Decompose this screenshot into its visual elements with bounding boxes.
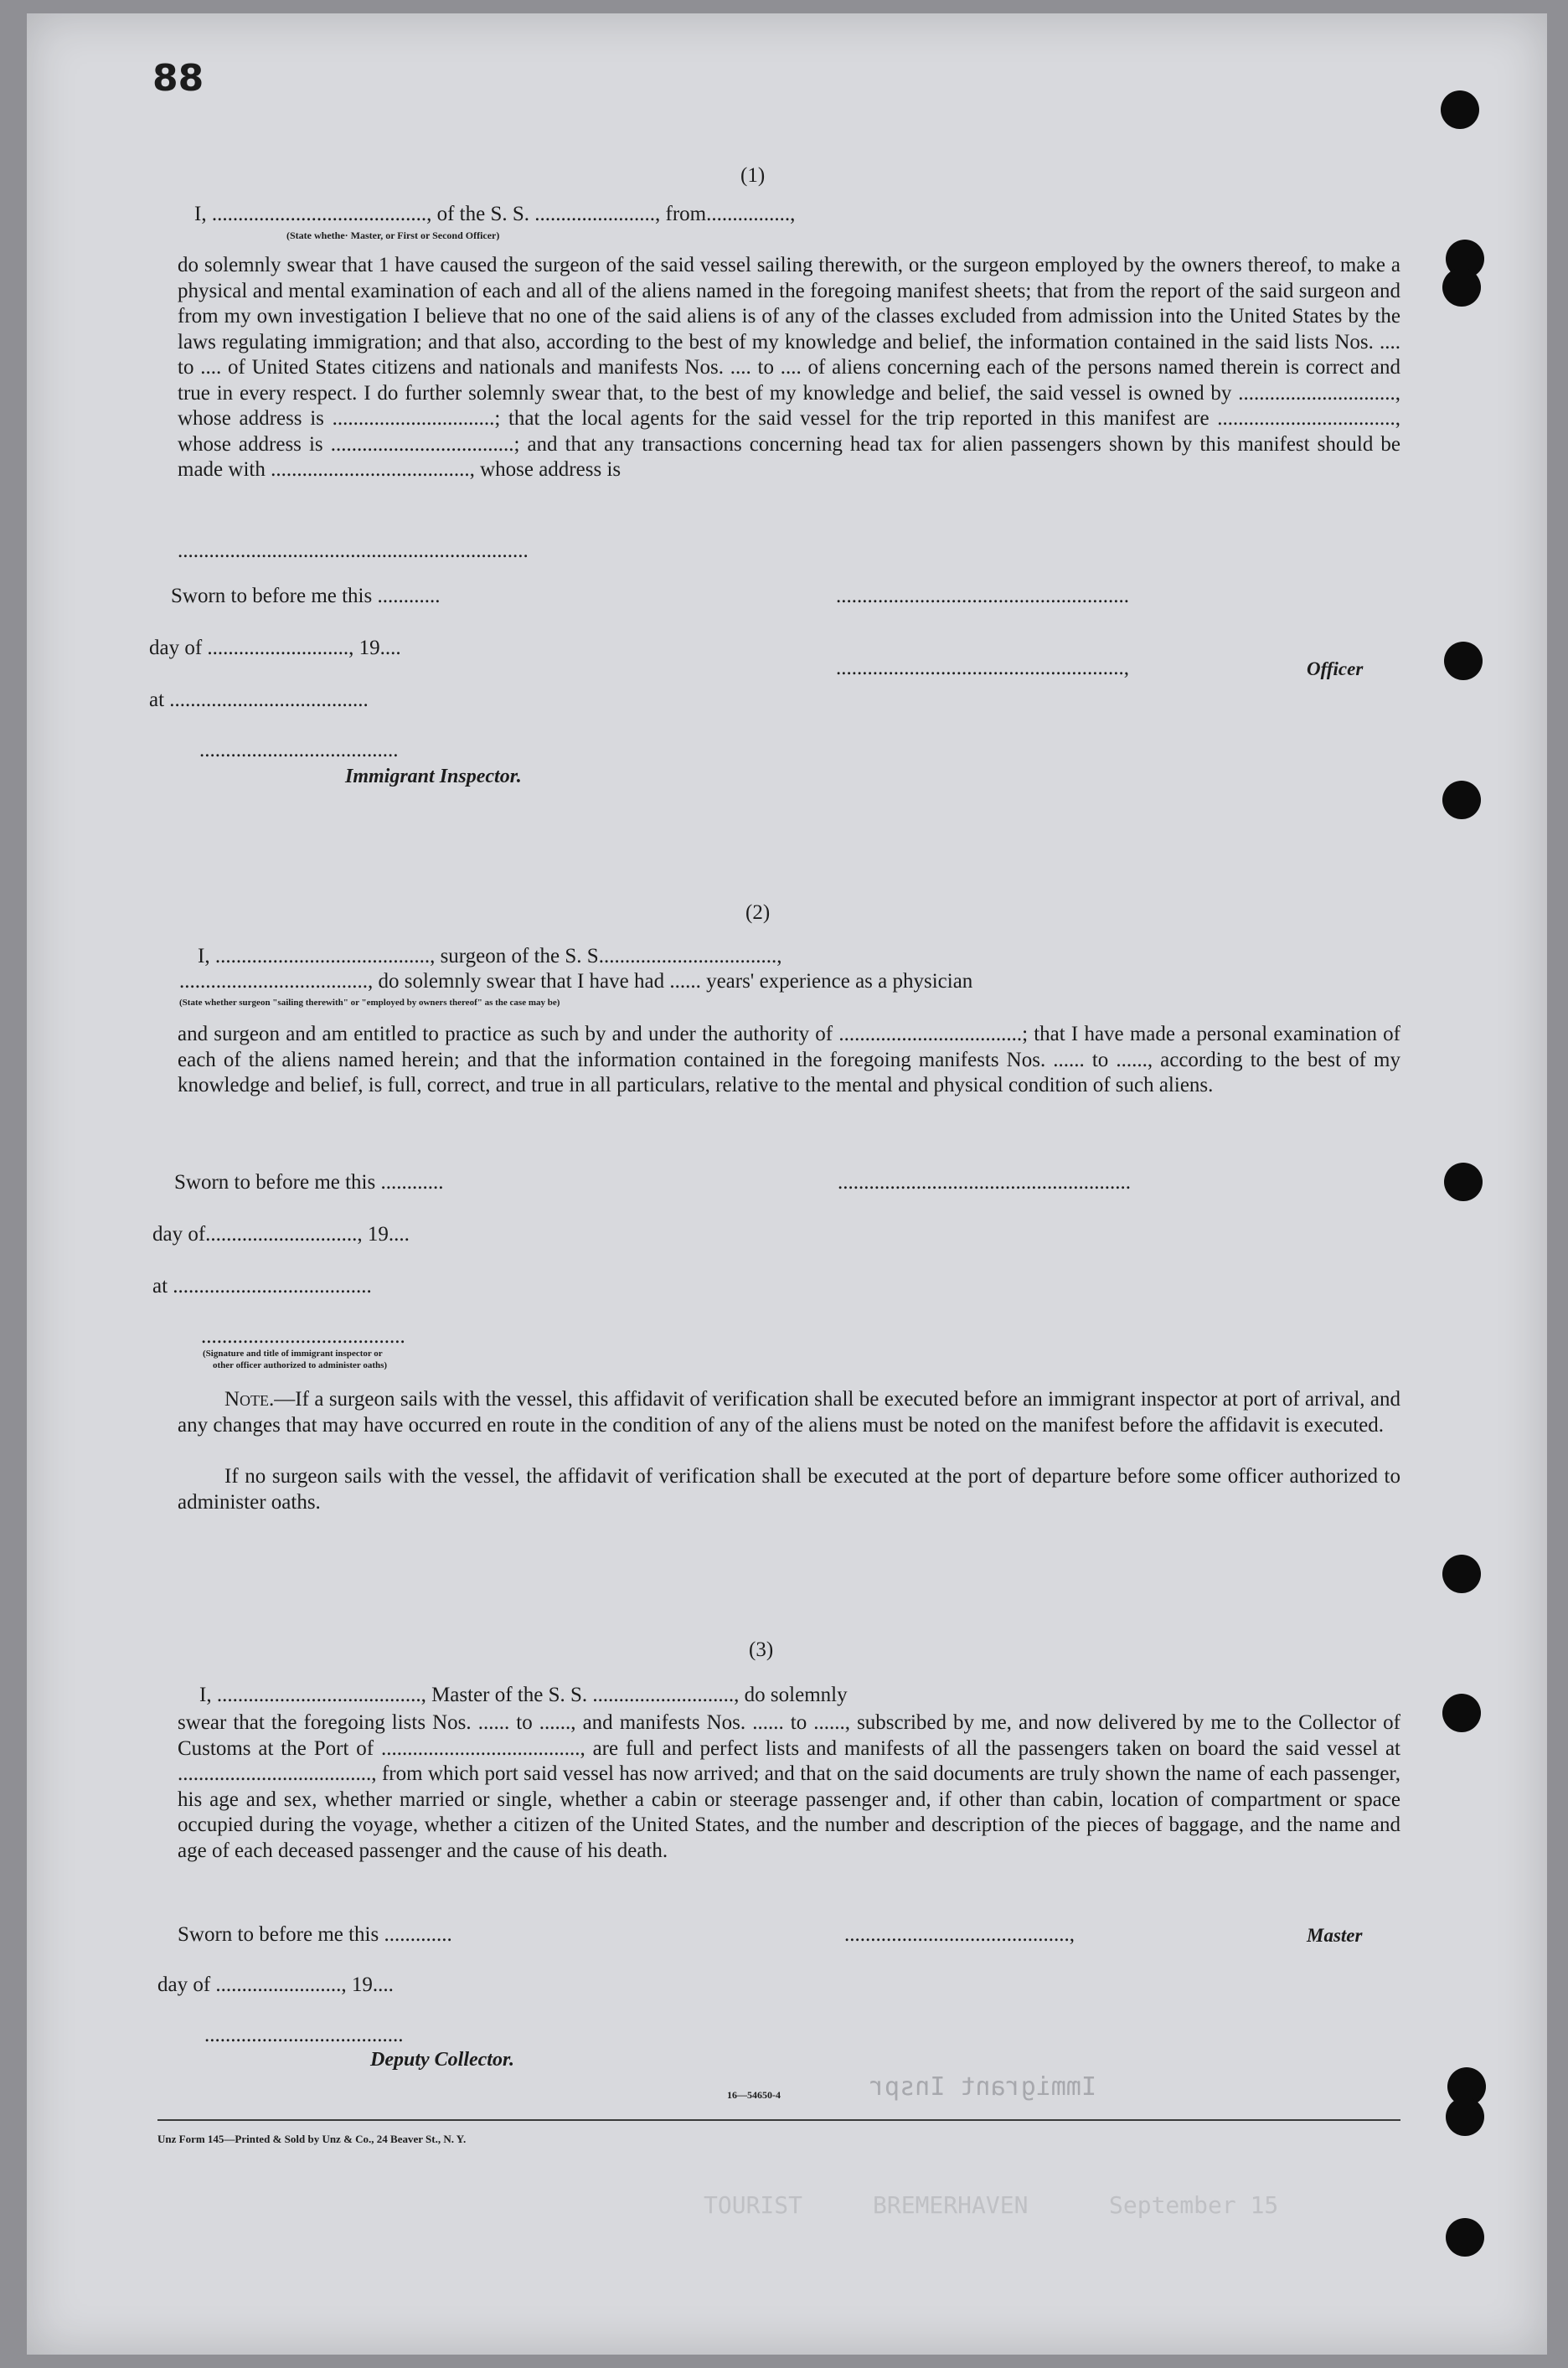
bleed-date: September 15 — [1109, 2191, 1279, 2219]
section-3-master-dots: ..........................................., — [844, 1923, 1075, 1946]
section-2-sig-dots-right: ........................................................ — [838, 1171, 1131, 1194]
section-2-sworn: Sworn to before me this ............ — [174, 1171, 444, 1194]
deputy-collector-label: Deputy Collector. — [370, 2049, 514, 2071]
section-2-at: at ...................................... — [152, 1275, 372, 1297]
manifest-page — [27, 13, 1547, 2355]
section-2-oath-line: I, ........................................., surgeon of the S. S.................................., — [198, 945, 782, 967]
note-label: Note. — [224, 1388, 275, 1411]
section-3-sig-dots: ...................................... — [204, 2024, 404, 2046]
bleed-port: BREMERHAVEN — [873, 2191, 1029, 2219]
section-1-at: at ...................................... — [149, 689, 369, 711]
footer-imprint: Unz Form 145—Printed & Sold by Unz & Co., 24 Beaver St., N. Y. — [157, 2133, 467, 2145]
section-3-day-of: day of ........................, 19.... — [157, 1973, 394, 1996]
section-2-number: (2) — [745, 901, 771, 924]
section-2-sig-note-1: (Signature and title of immigrant inspector or — [203, 1349, 383, 1359]
section-1-officer-dots-2: ......................................................., — [836, 657, 1129, 679]
punch-hole — [1444, 1163, 1483, 1201]
punch-hole — [1442, 1555, 1481, 1593]
section-1-oath-note: (State whethe· Master, or First or Second Officer) — [286, 230, 500, 241]
note-text: —If a surgeon sails with the vessel, this affidavit of verification shall be executed before an immigrant inspector at port of arrival, and any changes that may have occurred en route in the condition of any of the aliens must be noted on the manifest before the affidavit is executed. — [178, 1388, 1400, 1437]
section-3-oath-line: I, ......................................., Master of the S. S. ..........................., do solemnly — [199, 1684, 848, 1706]
form-code: 16—54650-4 — [727, 2089, 781, 2101]
section-2-sig-note-2: other officer authorized to administer oaths) — [213, 1360, 388, 1370]
punch-hole — [1442, 1694, 1481, 1732]
section-2-day-of: day of............................., 19.... — [152, 1223, 410, 1246]
immigrant-inspector-label: Immigrant Inspector. — [345, 766, 522, 787]
section-3-number: (3) — [749, 1638, 774, 1661]
section-2-note-2: If no surgeon sails with the vessel, the affidavit of verification shall be executed at the port of departure before some officer authorized to administer oaths. — [178, 1465, 1400, 1514]
master-label: Master — [1307, 1925, 1363, 1946]
section-1-officer-dots: ........................................................ — [836, 585, 1129, 607]
punch-hole — [1441, 90, 1479, 129]
section-2-swear-line: ...................................., do solemnly swear that I have had ...... years' experience as a physician — [179, 970, 973, 993]
mirrored-stamp: Immigrant Inspr — [869, 2072, 1096, 2102]
punch-hole — [1446, 2097, 1484, 2136]
punch-hole — [1446, 2218, 1484, 2257]
punch-hole — [1444, 642, 1483, 680]
punch-hole — [1442, 781, 1481, 819]
bleed-tourist: TOURIST — [704, 2191, 803, 2219]
section-2-swear-note: (State whether surgeon "sailing therewith" or "employed by owners thereof" as the case may be) — [179, 998, 560, 1008]
footer-rule — [157, 2119, 1400, 2121]
section-1-oath-line: I, ........................................., of the S. S. ......................., from................, — [194, 203, 796, 225]
section-1-body-tail: ................................................................... — [178, 539, 529, 562]
section-1-sig-dots: ...................................... — [199, 739, 399, 761]
section-3-sworn: Sworn to before me this ............. — [178, 1923, 452, 1946]
punch-hole — [1442, 268, 1481, 307]
section-2-sig-dots: ....................................... — [201, 1325, 405, 1348]
section-2-body: and surgeon and am entitled to practice as such by and under the authority of ...................................; that I have made a personal examination of each of the aliens named herein; and that the information contained in the foregoing manifests Nos. ...... to ......, according to the best of my knowledge and belief, is full, correct, and true in all particulars, relative to the mental and physical condition of such aliens. — [178, 1023, 1400, 1096]
page-number: 88 — [152, 57, 204, 100]
section-3-body: swear that the foregoing lists Nos. ...... to ......, and manifests Nos. ...... to ......, subscribed by me, and now delivered by me to the Collector of Customs at the Port of ......................................, are full and perfect lists and manifests of all the passengers taken on board the said vessel at ....................................., from which port said vessel has now arrived; and that on the said documents are truly shown the name of each passenger, his age and sex, whether married or single, whether a cabin or steerage passenger and, if other than cabin, location of compartment or space occupied during the voyage, whether a citizen of the United States, and the number and description of the pieces of baggage, and the name and age of each deceased passenger and the cause of his death. — [178, 1711, 1400, 1862]
section-2-note-1 — [178, 1387, 1400, 1438]
section-1-day-of: day of ..........................., 19.... — [149, 637, 401, 659]
section-1-number: (1) — [740, 164, 766, 187]
section-1-officer-label: Officer — [1307, 658, 1364, 679]
section-1-sworn: Sworn to before me this ............ — [171, 585, 441, 607]
section-1-body: do solemnly swear that 1 have caused the surgeon of the said vessel sailing therewith, or the surgeon employed by the owners thereof, to make a physical and mental examination of each and all of the aliens named in the foregoing manifest sheets; that from the report of the said surgeon and from my own investigation I believe that no one of the said aliens is of any of the classes excluded from admission into the United States by the laws regulating immigration; and that also, according to the best of my knowledge and belief, the information contained in the said lists Nos. .... to .... of United States citizens and nationals and manifests Nos. .... to .... of aliens concerning each of the persons named therein is correct and true in every respect. I do further solemnly swear that, to the best of my knowledge and belief, the said vessel is owned by .............................., whose address is ...............................; that the local agents for the said vessel for the trip reported in this manifest are .................................., whose address is ...................................; and that any transactions concerning head tax for alien passengers shown by this manifest should be made with ......................................, whose address is — [178, 254, 1400, 481]
